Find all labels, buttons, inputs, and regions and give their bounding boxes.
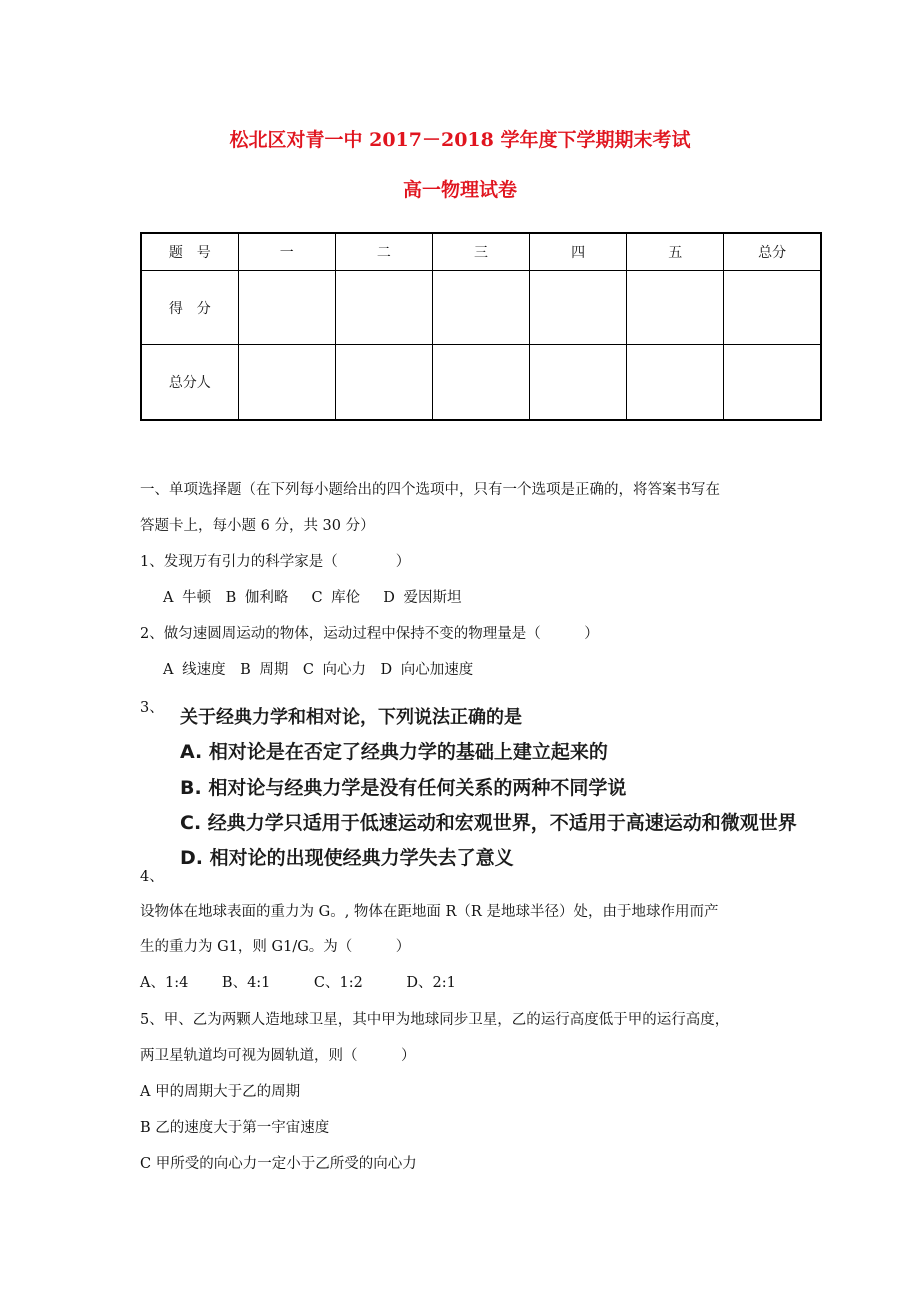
score-cell <box>335 271 432 345</box>
score-cell <box>530 271 627 345</box>
section-heading-line1: 一、单项选择题（在下列每小题给出的四个选项中，只有一个选项是正确的，将答案书写在 <box>140 482 720 498</box>
q3-option-a: A. 相对论是在否定了经典力学的基础上建立起来的 <box>180 741 608 763</box>
header-cell-5: 五 <box>627 233 724 271</box>
q3-option-d: D. 相对论的出现使经典力学失去了意义 <box>180 847 514 869</box>
q4-options: A、1:4 B、4:1 C、1:2 D、2:1 <box>140 975 456 991</box>
header-cell-total: 总分 <box>724 233 821 271</box>
grader-cell <box>335 345 432 421</box>
score-cell <box>432 271 529 345</box>
score-table-header-row <box>141 233 821 271</box>
header-cell-4: 四 <box>530 233 627 271</box>
q4-number: 4、 <box>140 869 164 885</box>
header-cell-label: 题 号 <box>141 233 238 271</box>
exam-subtitle: 高一物理试卷 <box>402 179 517 201</box>
q3-number: 3、 <box>140 700 164 716</box>
q5-option-c: C 甲所受的向心力一定小于乙所受的向心力 <box>140 1156 417 1172</box>
grader-cell <box>238 345 335 421</box>
grader-cell <box>432 345 529 421</box>
grader-row <box>141 345 821 421</box>
header-cell-1: 一 <box>238 233 335 271</box>
row-label-score: 得 分 <box>141 271 238 345</box>
exam-title: 松北区对青一中 2017－2018 学年度下学期期末考试 <box>229 129 691 151</box>
grader-cell <box>724 345 821 421</box>
header-cell-3: 三 <box>432 233 529 271</box>
q5-stem-line1: 5、甲、乙为两颗人造地球卫星，其中甲为地球同步卫星，乙的运行高度低于甲的运行高度， <box>140 1012 730 1028</box>
section-heading-line2: 答题卡上，每小题 6 分，共 30 分） <box>140 518 375 534</box>
q2-stem: 2、做匀速圆周运动的物体，运动过程中保持不变的物理量是（ ） <box>140 626 599 642</box>
score-cell <box>724 271 821 345</box>
score-cell <box>238 271 335 345</box>
header-cell-2: 二 <box>335 233 432 271</box>
score-row <box>141 271 821 345</box>
q3-option-c: C. 经典力学只适用于低速运动和宏观世界，不适用于高速运动和微观世界 <box>180 812 797 834</box>
grader-cell <box>530 345 627 421</box>
q4-stem-line1: 设物体在地球表面的重力为 G。, 物体在距地面 R（R 是地球半径）处，由于地球作用而产 <box>140 904 719 920</box>
q3-stem: 关于经典力学和相对论，下列说法正确的是 <box>180 707 522 728</box>
q3-option-b: B. 相对论与经典力学是没有任何关系的两种不同学说 <box>180 777 627 799</box>
score-table <box>140 232 822 421</box>
q1-stem: 1、发现万有引力的科学家是（ ） <box>140 554 411 570</box>
grader-cell <box>627 345 724 421</box>
q1-options: A 牛顿 B 伽利略 C 库伦 D 爱因斯坦 <box>163 590 462 606</box>
q2-options: A 线速度 B 周期 C 向心力 D 向心加速度 <box>163 662 474 678</box>
row-label-grader: 总分人 <box>141 345 238 421</box>
q5-stem-line2: 两卫星轨道均可视为圆轨道，则（ ） <box>140 1048 416 1064</box>
score-cell <box>627 271 724 345</box>
q5-option-a: A 甲的周期大于乙的周期 <box>140 1084 301 1100</box>
q4-stem-line2: 生的重力为 G1，则 G1/G。为（ ） <box>140 939 411 955</box>
q5-option-b: B 乙的速度大于第一宇宙速度 <box>140 1120 330 1136</box>
